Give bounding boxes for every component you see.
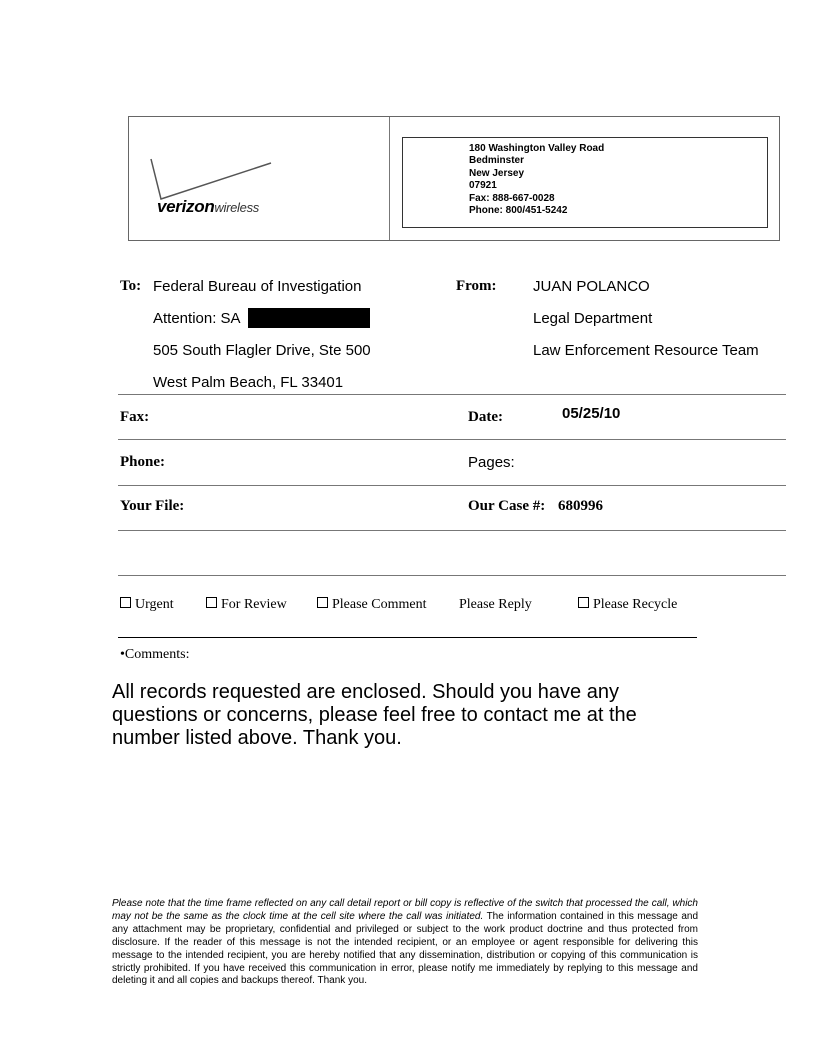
address-line: 07921 bbox=[469, 180, 497, 192]
option-please-reply[interactable] bbox=[459, 597, 532, 613]
disclaimer-text: The information contained in this message and any attachment may be proprietary, confidential and privileged or subject to the work product doctrine and thus protected from disclosure. If the reader of this message is not the intended recipient, or an employee or agent responsible for delivering this message to the intended recipient, you are hereby notified that any dissemination, distribution or copying of this communication is strictly prohibited. If you have received this communication in error, please notify me immediately by replying to this message and deleting it and all copies and backups thereof. Thank you. bbox=[112, 910, 699, 987]
checkbox-label: Please Reply bbox=[459, 597, 532, 612]
to-line: Attention: SA bbox=[153, 310, 241, 327]
checkbox-label: For Review bbox=[221, 597, 287, 612]
address-line: 180 Washington Valley Road bbox=[469, 143, 605, 154]
checkbox-icon bbox=[206, 597, 217, 608]
from-line: Law Enforcement Resource Team bbox=[533, 342, 759, 359]
your-file-label: Your File: bbox=[120, 498, 185, 514]
divider bbox=[118, 530, 786, 531]
verizon-logo-text bbox=[157, 197, 259, 217]
checkbox-label: Urgent bbox=[135, 597, 174, 612]
disclaimer-italic: Please note that the time frame reflected on any call detail report or bill copy is reflective of the switch that processed the call, which may not be the same as the clock time at the cell site where the call was initiated. bbox=[112, 898, 698, 922]
logo-bold: verizon bbox=[157, 197, 215, 216]
checkbox-urgent[interactable] bbox=[120, 597, 174, 613]
redaction-box bbox=[248, 308, 370, 328]
checkbox-for-review[interactable] bbox=[206, 597, 287, 613]
checkbox-icon bbox=[120, 597, 131, 608]
to-label: To: bbox=[120, 278, 142, 294]
address-line: Bedminster bbox=[469, 155, 525, 167]
checkbox-label: Please Comment bbox=[332, 597, 427, 612]
divider bbox=[118, 485, 786, 486]
divider bbox=[118, 394, 786, 395]
disclaimer bbox=[112, 898, 698, 988]
checkbox-please-comment[interactable] bbox=[317, 597, 427, 613]
checkbox-label: Please Recycle bbox=[593, 597, 678, 612]
logo-light: wireless bbox=[214, 200, 259, 215]
divider bbox=[118, 637, 697, 638]
letterhead bbox=[128, 116, 780, 241]
to-line: West Palm Beach, FL 33401 bbox=[153, 374, 344, 391]
date-value: 05/25/10 bbox=[562, 405, 621, 422]
checkbox-please-recycle[interactable] bbox=[578, 597, 677, 613]
address-box bbox=[402, 137, 768, 228]
from-line: Legal Department bbox=[533, 310, 653, 327]
comments-label: •Comments: bbox=[120, 647, 190, 662]
our-case-label: Our Case #: bbox=[468, 498, 546, 514]
message-body: All records requested are enclosed. Should you have any questions or concerns, please feel free to contact me at the number listed above. Thank you. bbox=[112, 681, 637, 749]
address-line: New Jersey bbox=[469, 167, 525, 179]
to-line: Federal Bureau of Investigation bbox=[153, 278, 362, 295]
from-line: JUAN POLANCO bbox=[533, 278, 650, 295]
address-line: Fax: 888-667-0028 bbox=[469, 192, 555, 204]
divider bbox=[118, 575, 786, 576]
phone-label: Phone: bbox=[120, 454, 165, 470]
checkbox-icon bbox=[578, 597, 589, 608]
to-line: 505 South Flagler Drive, Ste 500 bbox=[153, 342, 371, 359]
from-label: From: bbox=[456, 278, 497, 294]
address-block bbox=[469, 143, 604, 217]
pages-label: Pages: bbox=[468, 454, 515, 471]
fax-label: Fax: bbox=[120, 409, 150, 425]
date-label: Date: bbox=[468, 409, 503, 425]
header-divider bbox=[389, 117, 390, 240]
address-line: Phone: 800/451-5242 bbox=[469, 205, 568, 217]
our-case-value: 680996 bbox=[558, 498, 603, 514]
checkbox-icon bbox=[317, 597, 328, 608]
divider bbox=[118, 439, 786, 440]
